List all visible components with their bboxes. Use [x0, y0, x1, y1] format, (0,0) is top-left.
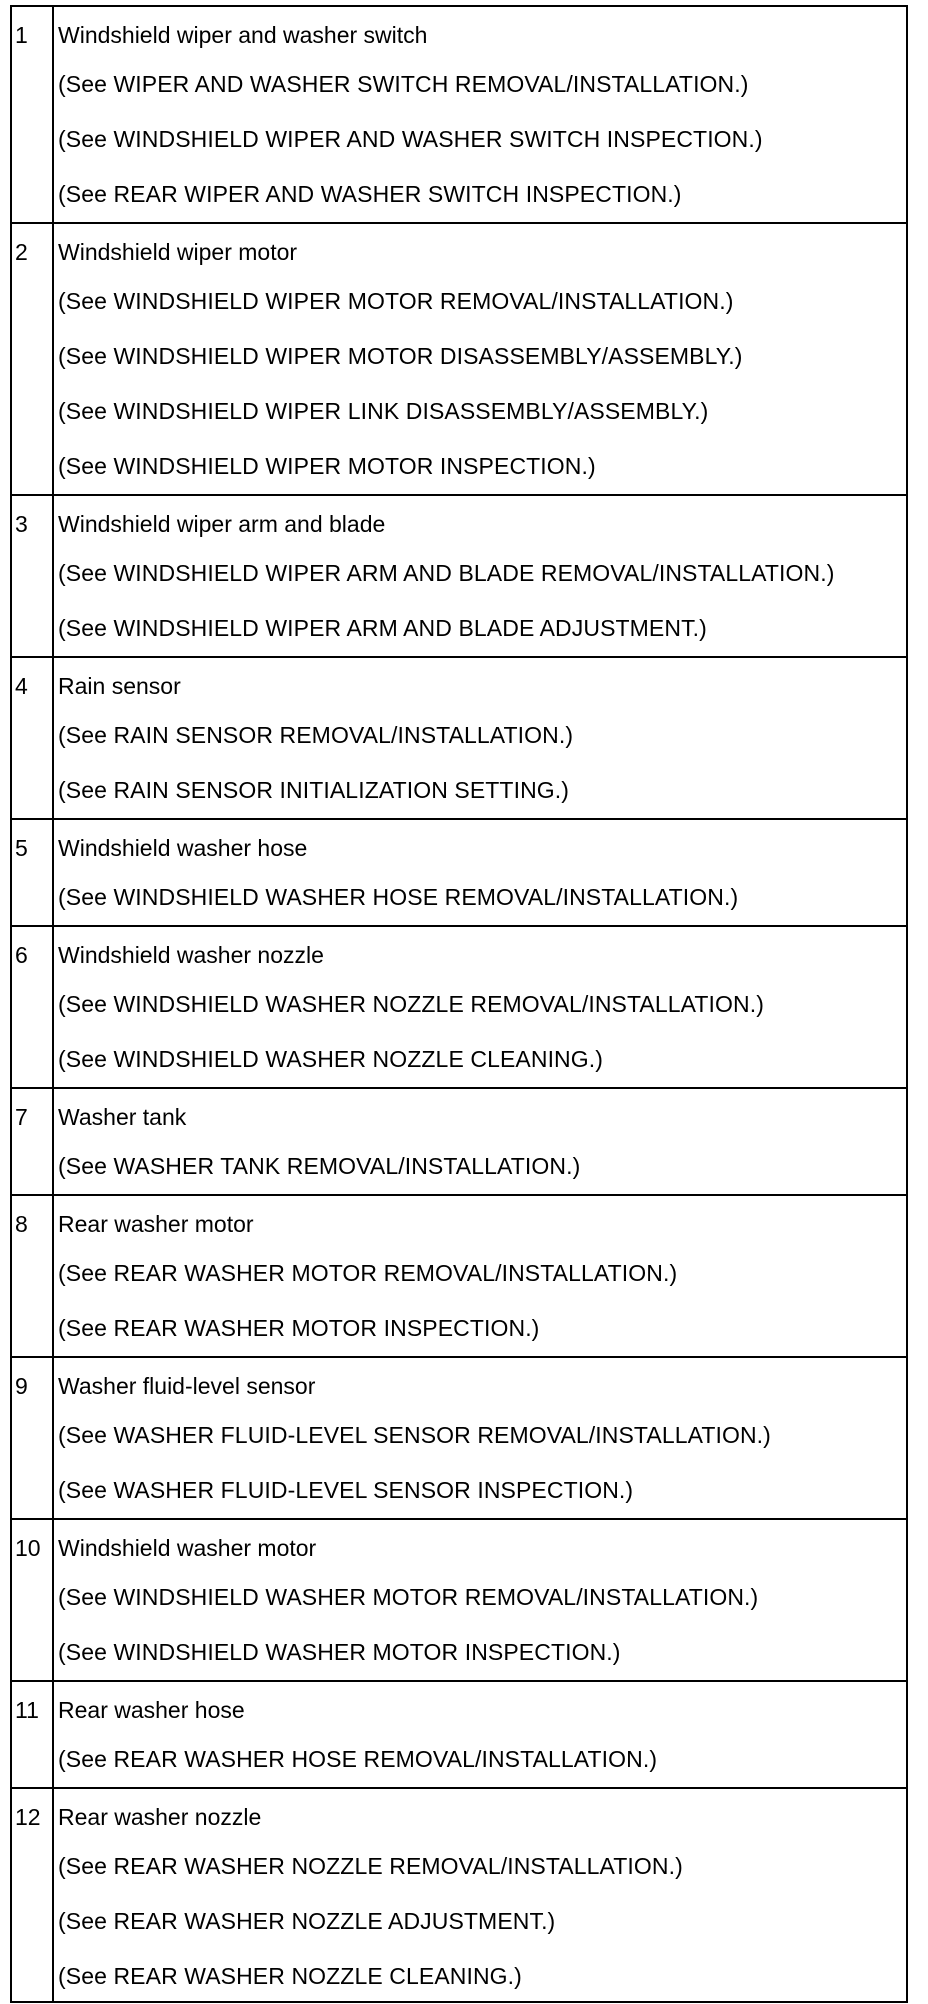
procedure-reference: (See REAR WASHER NOZZLE CLEANING.)	[58, 1963, 522, 1989]
item-content	[53, 1357, 907, 1519]
item-content	[53, 1088, 907, 1195]
component-name: Rear washer nozzle	[58, 1804, 262, 1830]
item-number: 12	[11, 1788, 53, 2002]
table-row	[11, 657, 907, 819]
table-row	[11, 1357, 907, 1519]
table-row	[11, 1195, 907, 1357]
component-name: Rear washer hose	[58, 1697, 245, 1723]
item-number: 7	[11, 1088, 53, 1195]
procedure-reference: (See REAR WIPER AND WASHER SWITCH INSPECTION.)	[58, 181, 682, 207]
component-name: Rear washer motor	[58, 1211, 254, 1237]
component-name: Rain sensor	[58, 673, 181, 699]
item-content	[53, 495, 907, 657]
item-number: 11	[11, 1681, 53, 1788]
procedure-reference: (See WASHER FLUID-LEVEL SENSOR INSPECTION.)	[58, 1477, 634, 1503]
component-name: Windshield washer hose	[58, 835, 308, 861]
item-number: 4	[11, 657, 53, 819]
component-name: Washer fluid-level sensor	[58, 1373, 316, 1399]
procedure-reference: (See RAIN SENSOR REMOVAL/INSTALLATION.)	[58, 722, 574, 748]
table-row	[11, 223, 907, 495]
procedure-reference: (See WASHER TANK REMOVAL/INSTALLATION.)	[58, 1153, 581, 1179]
procedure-reference: (See WINDSHIELD WIPER ARM AND BLADE REMOVAL/INSTALLATION.)	[58, 560, 835, 586]
component-name: Windshield wiper motor	[58, 239, 298, 265]
procedure-reference: (See WINDSHIELD WASHER MOTOR INSPECTION.)	[58, 1639, 621, 1665]
procedure-reference: (See WINDSHIELD WIPER LINK DISASSEMBLY/ASSEMBLY.)	[58, 398, 709, 424]
table-row	[11, 1681, 907, 1788]
item-content	[53, 1195, 907, 1357]
component-name: Windshield wiper arm and blade	[58, 511, 386, 537]
procedure-reference: (See WINDSHIELD WIPER MOTOR INSPECTION.)	[58, 453, 596, 479]
component-name: Windshield washer motor	[58, 1535, 317, 1561]
procedure-reference: (See WINDSHIELD WASHER NOZZLE REMOVAL/INSTALLATION.)	[58, 991, 764, 1017]
component-name: Washer tank	[58, 1104, 187, 1130]
item-content	[53, 1788, 907, 2002]
item-content	[53, 223, 907, 495]
item-number: 1	[11, 6, 53, 223]
item-content	[53, 657, 907, 819]
procedure-reference: (See WINDSHIELD WASHER NOZZLE CLEANING.)	[58, 1046, 604, 1072]
procedure-reference: (See WINDSHIELD WIPER ARM AND BLADE ADJUSTMENT.)	[58, 615, 707, 641]
item-number: 6	[11, 926, 53, 1088]
procedure-reference: (See WINDSHIELD WASHER HOSE REMOVAL/INSTALLATION.)	[58, 884, 739, 910]
table-row	[11, 6, 907, 223]
procedure-reference: (See RAIN SENSOR INITIALIZATION SETTING.)	[58, 777, 570, 803]
item-content	[53, 1681, 907, 1788]
item-number: 10	[11, 1519, 53, 1681]
component-reference-table	[10, 5, 908, 2003]
table-row	[11, 1788, 907, 2002]
item-number: 9	[11, 1357, 53, 1519]
procedure-reference: (See WINDSHIELD WIPER AND WASHER SWITCH INSPECTION.)	[58, 126, 763, 152]
item-number: 5	[11, 819, 53, 926]
procedure-reference: (See REAR WASHER NOZZLE ADJUSTMENT.)	[58, 1908, 556, 1934]
item-content	[53, 819, 907, 926]
table-row	[11, 926, 907, 1088]
item-number: 8	[11, 1195, 53, 1357]
procedure-reference: (See WINDSHIELD WASHER MOTOR REMOVAL/INSTALLATION.)	[58, 1584, 759, 1610]
procedure-reference: (See WINDSHIELD WIPER MOTOR DISASSEMBLY/ASSEMBLY.)	[58, 343, 743, 369]
table-row	[11, 495, 907, 657]
procedure-reference: (See WASHER FLUID-LEVEL SENSOR REMOVAL/INSTALLATION.)	[58, 1422, 771, 1448]
table-body	[11, 6, 907, 2002]
item-content	[53, 926, 907, 1088]
item-number: 2	[11, 223, 53, 495]
item-content	[53, 6, 907, 223]
procedure-reference: (See WINDSHIELD WIPER MOTOR REMOVAL/INSTALLATION.)	[58, 288, 734, 314]
item-content	[53, 1519, 907, 1681]
component-name: Windshield washer nozzle	[58, 942, 324, 968]
procedure-reference: (See REAR WASHER NOZZLE REMOVAL/INSTALLATION.)	[58, 1853, 683, 1879]
item-number: 3	[11, 495, 53, 657]
table-row	[11, 1088, 907, 1195]
table-row	[11, 1519, 907, 1681]
procedure-reference: (See REAR WASHER MOTOR REMOVAL/INSTALLATION.)	[58, 1260, 678, 1286]
table-row	[11, 819, 907, 926]
component-name: Windshield wiper and washer switch	[58, 22, 428, 48]
procedure-reference: (See WIPER AND WASHER SWITCH REMOVAL/INSTALLATION.)	[58, 71, 749, 97]
procedure-reference: (See REAR WASHER HOSE REMOVAL/INSTALLATION.)	[58, 1746, 658, 1772]
procedure-reference: (See REAR WASHER MOTOR INSPECTION.)	[58, 1315, 540, 1341]
